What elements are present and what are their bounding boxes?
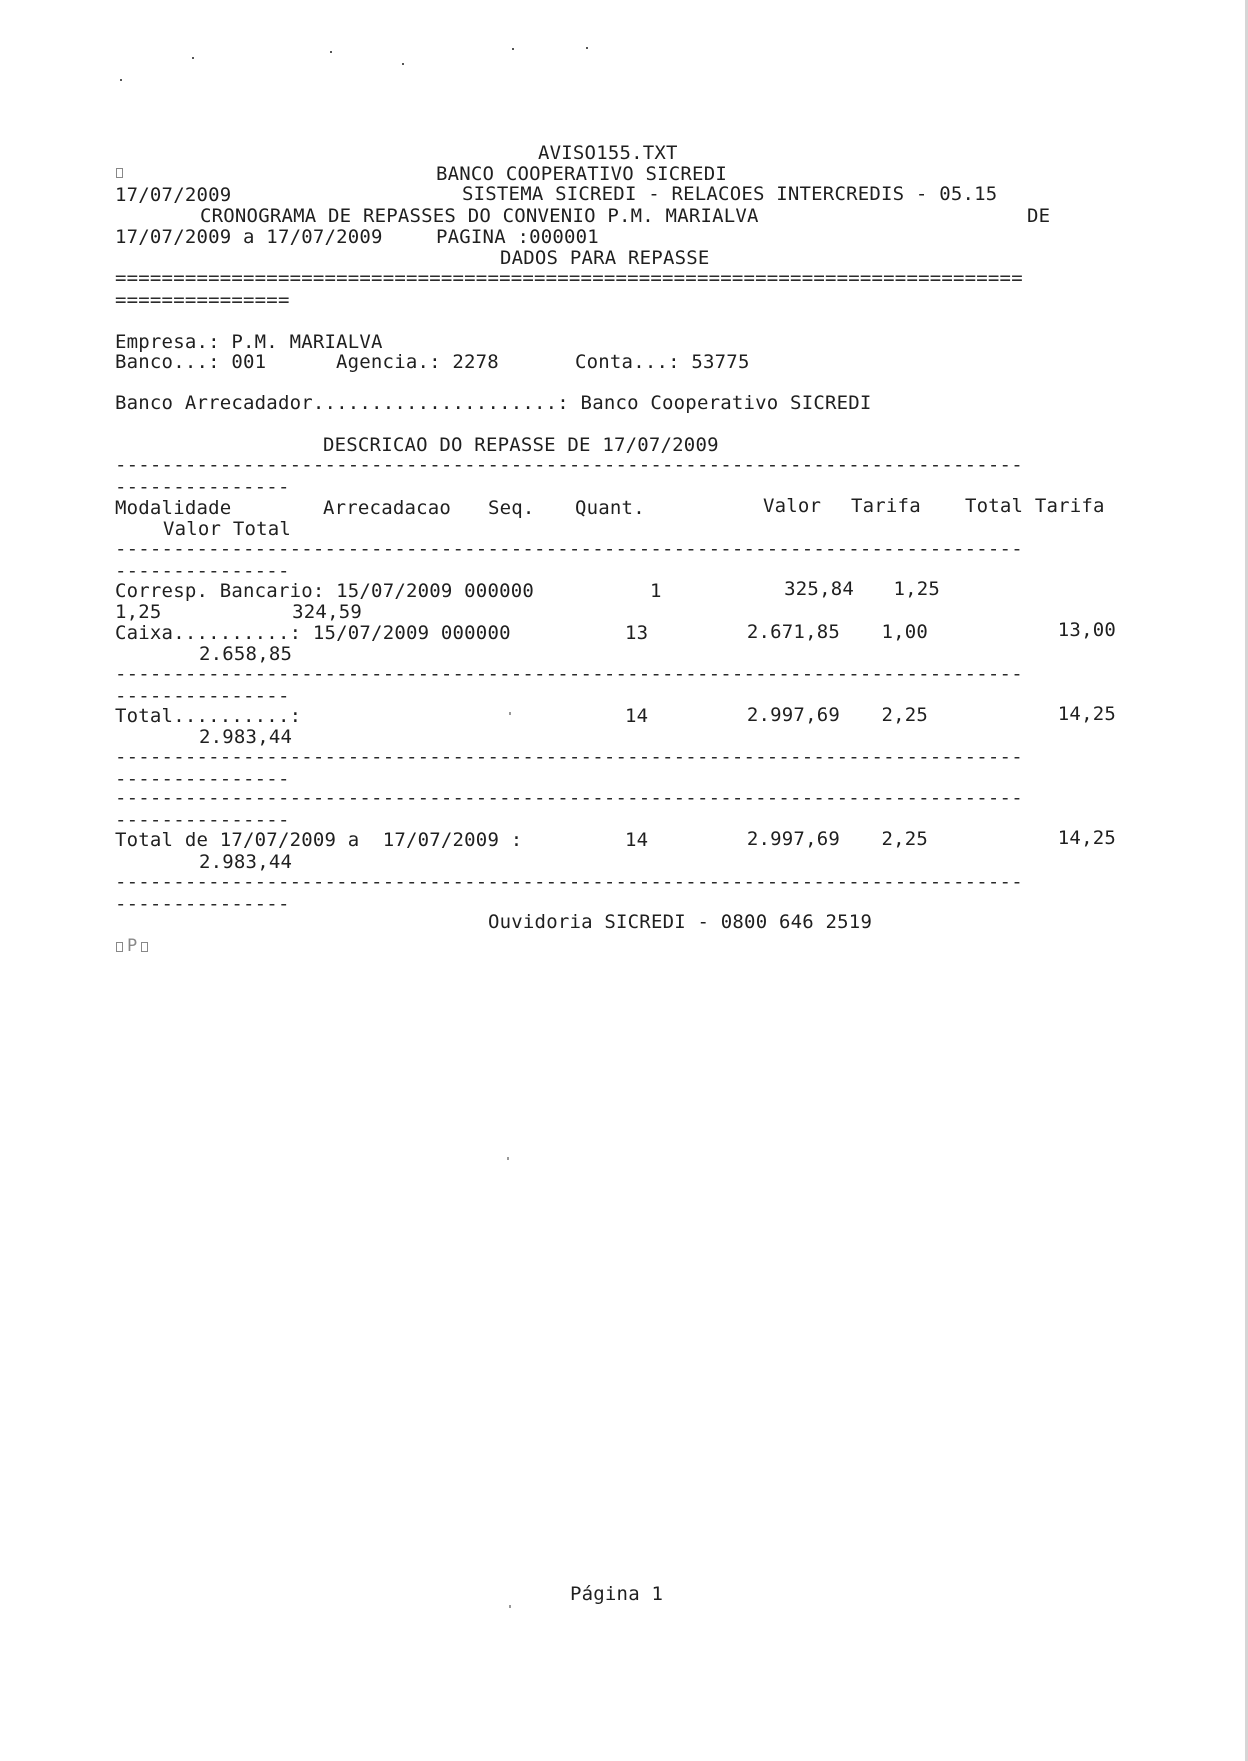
col-modalidade: Modalidade xyxy=(115,497,232,519)
period: 17/07/2009 a 17/07/2009 xyxy=(115,226,383,248)
bank-title: BANCO COOPERATIVO SICREDI xyxy=(436,163,727,185)
table-row-quant: 1 xyxy=(650,580,662,602)
dash-rule: --------------- xyxy=(115,477,290,498)
dash-rule: --------------- xyxy=(115,686,290,707)
dash-rule: ------------------------------------------------------------------------------ xyxy=(115,539,1023,560)
file-name: AVISO155.TXT xyxy=(538,142,678,164)
total-valor-total: 2.983,44 xyxy=(199,726,293,748)
cronograma-title: CRONOGRAMA DE REPASSES DO CONVENIO P.M. MARIALVA xyxy=(200,205,759,227)
scan-speck xyxy=(120,79,122,81)
control-char-box xyxy=(116,942,123,952)
table-row-valor: 325,84 xyxy=(784,578,854,600)
system-title: SISTEMA SICREDI - RELACOES INTERCREDIS - 05.15 xyxy=(462,183,998,205)
dash-rule: ------------------------------------------------------------------------------ xyxy=(115,664,1023,685)
table-row-total-tarifa: 13,00 xyxy=(1057,619,1116,641)
table-row-tarifa: 1,00 xyxy=(881,621,928,643)
double-rule: =============== xyxy=(115,290,290,311)
dash-rule: --------------- xyxy=(115,769,290,790)
col-total-tarifa: Total Tarifa xyxy=(965,495,1105,517)
total-periodo-valor: 2.997,69 xyxy=(746,828,840,850)
ouvidoria: Ouvidoria SICREDI - 0800 646 2519 xyxy=(488,911,873,933)
table-row-label: Caixa..........: 15/07/2009 000000 xyxy=(115,622,511,644)
total-periodo-valor-total: 2.983,44 xyxy=(199,851,293,873)
page-marker: P xyxy=(127,936,138,956)
page-number: PAGINA :000001 xyxy=(436,226,599,248)
descricao-title: DESCRICAO DO REPASSE DE 17/07/2009 xyxy=(323,434,719,456)
de-label: DE xyxy=(1027,205,1051,227)
dash-rule: --------------- xyxy=(115,561,290,582)
scan-speck xyxy=(402,63,404,65)
report-date: 17/07/2009 xyxy=(115,184,232,206)
agencia: Agencia.: 2278 xyxy=(336,351,499,373)
page-footer: Página 1 xyxy=(570,1583,664,1605)
table-row-tarifa: 1,25 xyxy=(893,578,940,600)
table-row-valor-total: 324,59 xyxy=(292,601,362,623)
dash-rule: ------------------------------------------------------------------------------ xyxy=(115,455,1023,476)
total-periodo-tarifa: 2,25 xyxy=(881,828,928,850)
col-seq: Seq. xyxy=(488,497,535,519)
dados-title: DADOS PARA REPASSE xyxy=(500,247,710,269)
total-total-tarifa: 14,25 xyxy=(1057,703,1116,725)
total-periodo-quant: 14 xyxy=(625,829,649,851)
table-row-valor-total: 2.658,85 xyxy=(199,643,293,665)
col-quant: Quant. xyxy=(575,497,645,519)
col-valor: Valor xyxy=(763,495,822,517)
scan-speck xyxy=(586,47,588,49)
conta: Conta...: 53775 xyxy=(575,351,750,373)
table-row-label: Corresp. Bancario: 15/07/2009 000000 xyxy=(115,580,535,602)
table-row-quant: 13 xyxy=(625,622,649,644)
col-valor-total: Valor Total xyxy=(163,518,292,540)
dash-rule: ------------------------------------------------------------------------------ xyxy=(115,872,1023,893)
dash-rule: --------------- xyxy=(115,894,290,915)
scan-speck xyxy=(509,1605,511,1608)
total-label: Total..........: xyxy=(115,705,302,727)
banco-arrecadador: Banco Arrecadador.....................: Banco Cooperativo SICREDI xyxy=(115,392,872,414)
total-tarifa: 2,25 xyxy=(881,704,928,726)
table-row-valor: 2.671,85 xyxy=(746,621,840,643)
dash-rule: --------------- xyxy=(115,810,290,831)
col-arrecadacao: Arrecadacao xyxy=(323,497,452,519)
dash-rule: ------------------------------------------------------------------------------ xyxy=(115,788,1023,809)
total-periodo-label: Total de 17/07/2009 a 17/07/2009 : xyxy=(115,829,523,851)
control-char-box xyxy=(116,168,123,178)
total-periodo-total-tarifa: 14,25 xyxy=(1057,827,1116,849)
total-valor: 2.997,69 xyxy=(746,704,840,726)
banco: Banco...: 001 xyxy=(115,351,267,373)
double-rule: ============================================================================== xyxy=(115,268,1023,289)
table-row-total-tarifa: 1,25 xyxy=(115,601,162,623)
scan-speck xyxy=(330,51,332,53)
scan-speck xyxy=(192,57,194,59)
col-tarifa: Tarifa xyxy=(851,495,921,517)
scan-speck xyxy=(509,712,511,715)
scan-speck xyxy=(512,48,514,50)
total-quant: 14 xyxy=(625,705,649,727)
empresa: Empresa.: P.M. MARIALVA xyxy=(115,331,383,353)
dash-rule: ------------------------------------------------------------------------------ xyxy=(115,747,1023,768)
scan-speck xyxy=(507,1157,509,1160)
control-char-box xyxy=(141,942,148,952)
